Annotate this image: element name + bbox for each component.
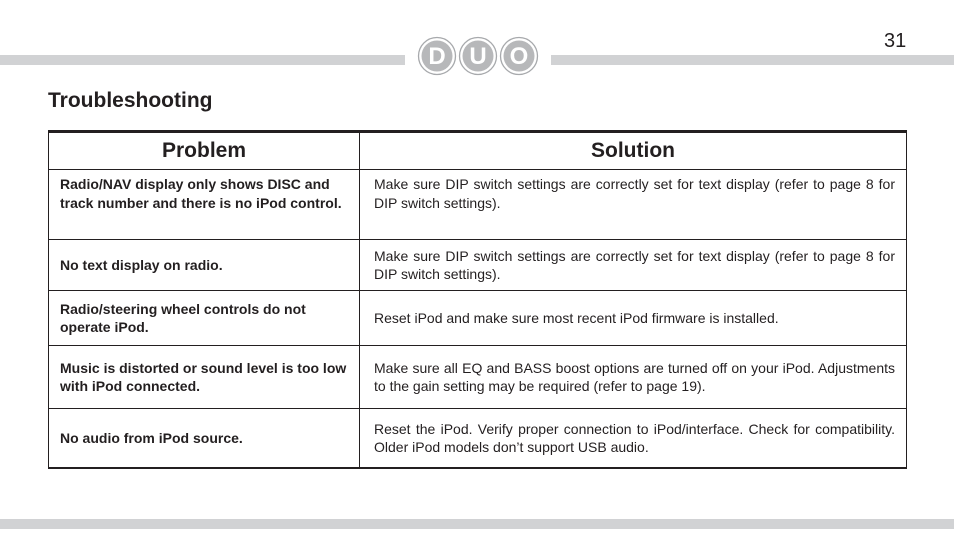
table-header-row [49, 132, 907, 170]
section-title: Troubleshooting [48, 89, 213, 112]
footer-rule [0, 519, 954, 529]
problem-cell: Radio/steering wheel controls do not operate iPod. [49, 291, 360, 346]
table-row [49, 346, 907, 409]
logo-letter-o: O [509, 43, 529, 70]
solution-cell: Reset iPod and make sure most recent iPod firmware is installed. [360, 291, 907, 346]
logo-circle-o [501, 38, 538, 75]
problem-cell: Music is distorted or sound level is too low with iPod connected. [49, 346, 360, 409]
table-row [49, 170, 907, 240]
duo-logo [417, 36, 541, 76]
logo-letter-d: D [428, 43, 446, 70]
solution-cell: Reset the iPod. Verify proper connection to iPod/interface. Check for compatibility. Older iPod models don’t support USB audio. [360, 409, 907, 469]
solution-cell: Make sure DIP switch settings are correctly set for text display (refer to page 8 for DIP switch settings). [360, 240, 907, 291]
problem-cell: Radio/NAV display only shows DISC and track number and there is no iPod control. [49, 170, 360, 240]
page-number: 31 [884, 30, 907, 52]
problem-cell: No audio from iPod source. [49, 409, 360, 469]
table-row [49, 240, 907, 291]
table-row [49, 291, 907, 346]
problem-cell: No text display on radio. [49, 240, 360, 291]
logo-circle-u [460, 38, 497, 75]
solution-cell: Make sure all EQ and BASS boost options are turned off on your iPod. Adjustments to the gain setting may be required (refer to page 19). [360, 346, 907, 409]
logo-circle-d [419, 38, 456, 75]
problem-column-header: Problem [49, 132, 360, 170]
table-row [49, 409, 907, 469]
header-rule-left [0, 55, 405, 65]
solution-column-header: Solution [360, 132, 907, 170]
troubleshooting-table [48, 130, 907, 469]
solution-cell: Make sure DIP switch settings are correctly set for text display (refer to page 8 for DIP switch settings). [360, 170, 907, 240]
header-rule-right [551, 55, 954, 65]
logo-letter-u: U [469, 43, 487, 70]
